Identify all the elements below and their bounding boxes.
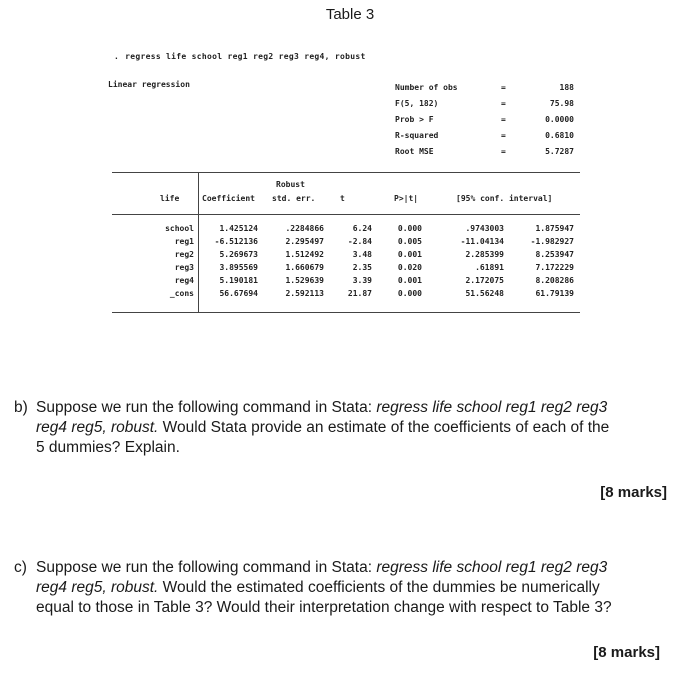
row-ci-high: -1.982927 bbox=[530, 237, 574, 246]
row-var: school bbox=[165, 224, 194, 233]
stat-value-probf: 0.0000 bbox=[545, 115, 574, 124]
stat-label-rmse: Root MSE bbox=[395, 147, 434, 156]
header-stat-labels bbox=[395, 80, 458, 160]
row-var: reg1 bbox=[174, 237, 194, 246]
col-std-err: std. err. bbox=[272, 194, 316, 203]
stat-value-obs: 188 bbox=[559, 83, 574, 92]
table-top-rule bbox=[112, 172, 580, 173]
row-p: 0.000 bbox=[397, 224, 422, 233]
row-p: 0.001 bbox=[397, 276, 422, 285]
row-ci-low: 2.172075 bbox=[465, 276, 504, 285]
table-row bbox=[108, 276, 584, 289]
row-se: 1.529639 bbox=[285, 276, 324, 285]
col-p: P>|t| bbox=[394, 194, 419, 203]
stat-label-f: F(5, 182) bbox=[395, 99, 439, 108]
stata-output bbox=[108, 48, 584, 318]
row-coef: 3.895569 bbox=[219, 263, 258, 272]
row-se: 1.512492 bbox=[285, 250, 324, 259]
row-coef: 5.269673 bbox=[219, 250, 258, 259]
stat-eq: = bbox=[501, 131, 506, 140]
stata-prompt: . bbox=[114, 52, 120, 61]
row-ci-high: 1.875947 bbox=[535, 224, 574, 233]
col-coefficient: Coefficient bbox=[202, 194, 255, 203]
question-b-line1 bbox=[36, 398, 696, 418]
row-p: 0.001 bbox=[397, 250, 422, 259]
table-row bbox=[108, 289, 584, 302]
stat-label-r2: R-squared bbox=[395, 131, 439, 140]
robust-label: Robust bbox=[276, 180, 305, 189]
question-c-marks: [8 marks] bbox=[593, 644, 660, 661]
stat-label-probf: Prob > F bbox=[395, 115, 434, 124]
stata-command-line bbox=[114, 52, 366, 61]
row-ci-low: .61891 bbox=[475, 263, 504, 272]
row-t: 6.24 bbox=[352, 224, 372, 233]
question-b-line3: 5 dummies? Explain. bbox=[36, 439, 180, 456]
table-bottom-rule bbox=[112, 312, 580, 313]
col-t: t bbox=[340, 194, 345, 203]
header-stat-values bbox=[528, 80, 574, 160]
question-c-line2 bbox=[36, 578, 696, 598]
row-ci-high: 61.79139 bbox=[535, 289, 574, 298]
question-b bbox=[14, 398, 694, 462]
question-b-text bbox=[36, 398, 696, 458]
question-b-line2 bbox=[36, 418, 696, 438]
row-ci-low: 2.285399 bbox=[465, 250, 504, 259]
table-row bbox=[108, 263, 584, 276]
col-conf-interval: [95% conf. interval] bbox=[456, 194, 553, 203]
stat-eq: = bbox=[501, 83, 506, 92]
row-ci-low: 51.56248 bbox=[465, 289, 504, 298]
row-se: .2284866 bbox=[285, 224, 324, 233]
row-t: 21.87 bbox=[347, 289, 372, 298]
row-t: 3.48 bbox=[352, 250, 372, 259]
row-p: 0.000 bbox=[397, 289, 422, 298]
stata-command-inline: regress life school reg1 reg2 reg3 bbox=[376, 399, 608, 416]
row-t: 2.35 bbox=[352, 263, 372, 272]
row-var: reg4 bbox=[174, 276, 194, 285]
col-dependent-var: life bbox=[160, 194, 180, 203]
question-c-line1 bbox=[36, 558, 696, 578]
table-row bbox=[108, 237, 584, 250]
stata-command: regress life school reg1 reg2 reg3 reg4, robust bbox=[125, 52, 366, 61]
table-header-divider bbox=[198, 172, 199, 214]
row-se: 1.660679 bbox=[285, 263, 324, 272]
stat-eq: = bbox=[501, 99, 506, 108]
row-ci-low: .9743003 bbox=[465, 224, 504, 233]
question-c-text bbox=[36, 558, 696, 618]
row-var: reg2 bbox=[174, 250, 194, 259]
row-var: _cons bbox=[169, 289, 194, 298]
row-coef: -6.512136 bbox=[214, 237, 258, 246]
question-c-line3: equal to those in Table 3? Would their interpretation change with respect to Table 3? bbox=[36, 599, 612, 616]
question-text: Would Stata provide an estimate of the coefficients of each of the bbox=[158, 419, 610, 436]
question-b-label: b) bbox=[14, 399, 28, 416]
row-se: 2.592113 bbox=[285, 289, 324, 298]
question-c-label: c) bbox=[14, 559, 27, 576]
question-b-marks: [8 marks] bbox=[600, 484, 667, 501]
row-p: 0.005 bbox=[397, 237, 422, 246]
question-c bbox=[14, 558, 694, 622]
row-var: reg3 bbox=[174, 263, 194, 272]
stat-value-f: 75.98 bbox=[549, 99, 574, 108]
model-name: Linear regression bbox=[108, 80, 190, 89]
table-row bbox=[108, 224, 584, 237]
stat-value-r2: 0.6810 bbox=[545, 131, 574, 140]
row-coef: 56.67694 bbox=[219, 289, 258, 298]
stat-eq: = bbox=[501, 115, 506, 124]
question-text: Suppose we run the following command in Stata: bbox=[36, 399, 377, 416]
row-p: 0.020 bbox=[397, 263, 422, 272]
stata-command-inline: reg4 reg5, robust. bbox=[36, 579, 159, 596]
row-ci-high: 7.172229 bbox=[535, 263, 574, 272]
table-header-rule bbox=[112, 214, 580, 215]
header-stat-equals bbox=[501, 80, 506, 160]
row-coef: 5.190181 bbox=[219, 276, 258, 285]
row-ci-low: -11.04134 bbox=[460, 237, 504, 246]
row-coef: 1.425124 bbox=[219, 224, 258, 233]
stata-command-inline: regress life school reg1 reg2 reg3 bbox=[376, 559, 608, 576]
row-t: -2.84 bbox=[347, 237, 372, 246]
question-text: Would the estimated coefficients of the dummies be numerically bbox=[158, 579, 600, 596]
stata-command-inline: reg4 reg5, robust. bbox=[36, 419, 159, 436]
stat-eq: = bbox=[501, 147, 506, 156]
row-ci-high: 8.253947 bbox=[535, 250, 574, 259]
question-text: Suppose we run the following command in Stata: bbox=[36, 559, 377, 576]
row-ci-high: 8.208286 bbox=[535, 276, 574, 285]
row-se: 2.295497 bbox=[285, 237, 324, 246]
table-row bbox=[108, 250, 584, 263]
table-title: Table 3 bbox=[325, 6, 375, 23]
row-t: 3.39 bbox=[352, 276, 372, 285]
stat-value-rmse: 5.7287 bbox=[545, 147, 574, 156]
stat-label-obs: Number of obs bbox=[395, 83, 458, 92]
